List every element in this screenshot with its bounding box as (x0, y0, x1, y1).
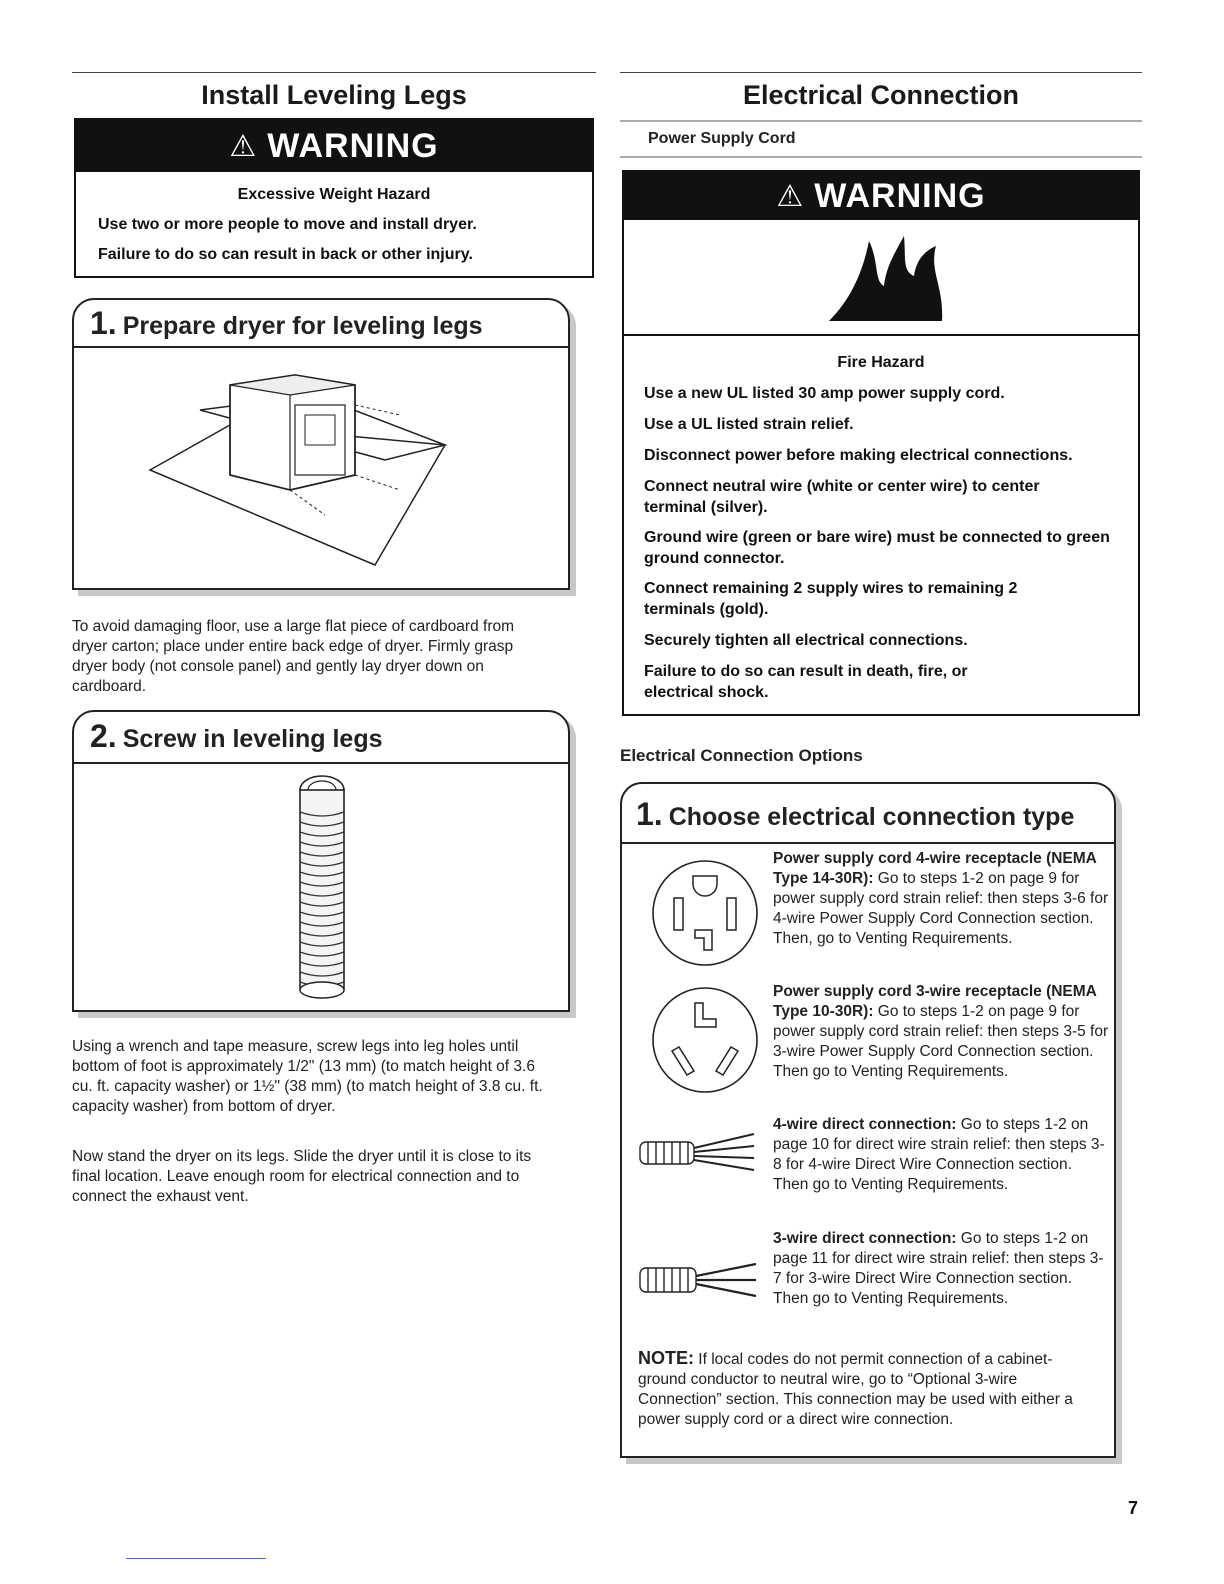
option-description: Go to steps 1-2 on page 9 for power supply cord strain relief: then steps 3-5 for 3-wire Power Supply Cord Connection section. Then go to Venting Requirements. (773, 1003, 1109, 1080)
step1-title (90, 305, 483, 342)
choose-connection-title (636, 796, 1074, 833)
dryer-on-cardboard-illustration (145, 365, 455, 570)
warning-triangle-icon: ⚠ (229, 129, 258, 163)
warning-line: Connect neutral wire (white or center wire) to center terminal (silver). (644, 478, 1040, 516)
option-label: Power supply cord 4-wire receptacle (NEMA Type 14-30R): (773, 850, 1097, 887)
warning-hazard: Fire Hazard (837, 354, 925, 371)
step-title-text: Choose electrical connection type (668, 803, 1075, 831)
option-label: 4-wire direct connection: (773, 1116, 957, 1133)
right-section-title: Electrical Connection (742, 80, 1020, 110)
note-label: NOTE: (638, 1348, 694, 1368)
receptacle-3-wire-icon (650, 985, 760, 1095)
4-wire-direct-cable-icon (636, 1128, 758, 1178)
warning-line: Failure to do so can result in death, fire, or electrical shock. (644, 663, 968, 701)
option-4-wire-receptacle (773, 849, 1109, 949)
footer-blue-rule (126, 1558, 266, 1559)
warning-line: Use a new UL listed 30 amp power supply cord. (644, 385, 1005, 402)
connection-note (638, 1348, 1100, 1430)
receptacle-4-wire-icon (650, 858, 760, 968)
option-description: Go to steps 1-2 on page 11 for direct wire strain relief: then steps 3-7 for 3-wire Direct Wire Connection section. Then go to Venting Requirements. (773, 1230, 1104, 1307)
3-wire-direct-cable-icon (636, 1256, 760, 1304)
option-3-wire-direct (773, 1229, 1109, 1309)
step2-text-2: Now stand the dryer on its legs. Slide the dryer until it is close to its final location. Leave enough room for electrical connection and to connect the exhaust vent. (72, 1148, 532, 1205)
right-warning-box (622, 170, 1140, 716)
option-label: 3-wire direct connection: (773, 1230, 957, 1247)
step-title-text: Screw in leveling legs (122, 725, 383, 753)
step2-title (90, 718, 383, 755)
step2-separator (72, 762, 570, 764)
connection-options-head: Electrical Connection Options (620, 746, 863, 765)
right-top-rule (620, 72, 1142, 73)
step-number: 2. (90, 718, 117, 754)
option-description: Go to steps 1-2 on page 10 for direct wire strain relief: then steps 3-8 for 4-wire Direct Wire Connection section. Then go to Venting Requirements. (773, 1116, 1105, 1193)
subhead-bottom-rule (620, 156, 1142, 158)
warning-line: Use two or more people to move and install dryer. (98, 216, 477, 233)
step-title-text: Prepare dryer for leveling legs (122, 312, 483, 340)
fire-icon-divider (624, 334, 1138, 336)
step-number: 1. (636, 796, 663, 832)
step1-text: To avoid damaging floor, use a large flat piece of cardboard from dryer carton; place under entire back edge of dryer. Firmly grasp dryer body (not console panel) and gently lay dryer down on cardboard. (72, 618, 515, 695)
step-number: 1. (90, 305, 117, 341)
choose-connection-separator (620, 842, 1116, 844)
page-number: 7 (1128, 1498, 1139, 1518)
subhead-top-rule (620, 120, 1142, 122)
warning-hazard: Excessive Weight Hazard (237, 186, 431, 203)
option-description: Go to steps 1-2 on page 9 for power supply cord strain relief: then steps 3-6 for 4-wire Power Supply Cord Connection section. Then, go to Venting Requirements. (773, 870, 1109, 947)
warning-line: Connect remaining 2 supply wires to remaining 2 terminals (gold). (644, 580, 1018, 618)
left-section-title: Install Leveling Legs (201, 80, 467, 110)
note-text: If local codes do not permit connection of a cabinet-ground conductor to neutral wire, go to “Optional 3-wire Connection” section. This connection may be used with either a power supply cord or a direct wire connection. (638, 1351, 1073, 1428)
warning-line: Disconnect power before making electrical connections. (644, 447, 1073, 464)
fire-icon (824, 226, 954, 326)
warning-line: Ground wire (green or bare wire) must be connected to green ground connector. (644, 529, 1110, 567)
left-top-rule (72, 72, 596, 73)
leveling-leg-illustration (282, 772, 362, 1004)
power-supply-cord-subhead: Power Supply Cord (648, 130, 796, 147)
option-4-wire-direct (773, 1115, 1109, 1195)
right-warning-banner (624, 172, 1138, 220)
warning-line: Securely tighten all electrical connections. (644, 632, 968, 649)
warning-banner-label: WARNING (814, 176, 986, 215)
warning-banner-label: WARNING (267, 126, 439, 165)
warning-line: Use a UL listed strain relief. (644, 416, 854, 433)
step1-separator (72, 346, 570, 348)
step2-text-1: Using a wrench and tape measure, screw legs into leg holes until bottom of foot is approximately 1/2" (13 mm) (to match height of 3.6 cu. ft. capacity washer) or 1½" (38 mm) (to match height of 3.8 cu. ft. capacity washer) from bottom of dryer. (72, 1038, 543, 1115)
left-warning-box (74, 118, 594, 278)
warning-line: Failure to do so can result in back or other injury. (98, 246, 473, 263)
option-3-wire-receptacle (773, 982, 1109, 1082)
option-label: Power supply cord 3-wire receptacle (NEMA Type 10-30R): (773, 983, 1097, 1020)
warning-triangle-icon: ⚠ (776, 179, 805, 213)
